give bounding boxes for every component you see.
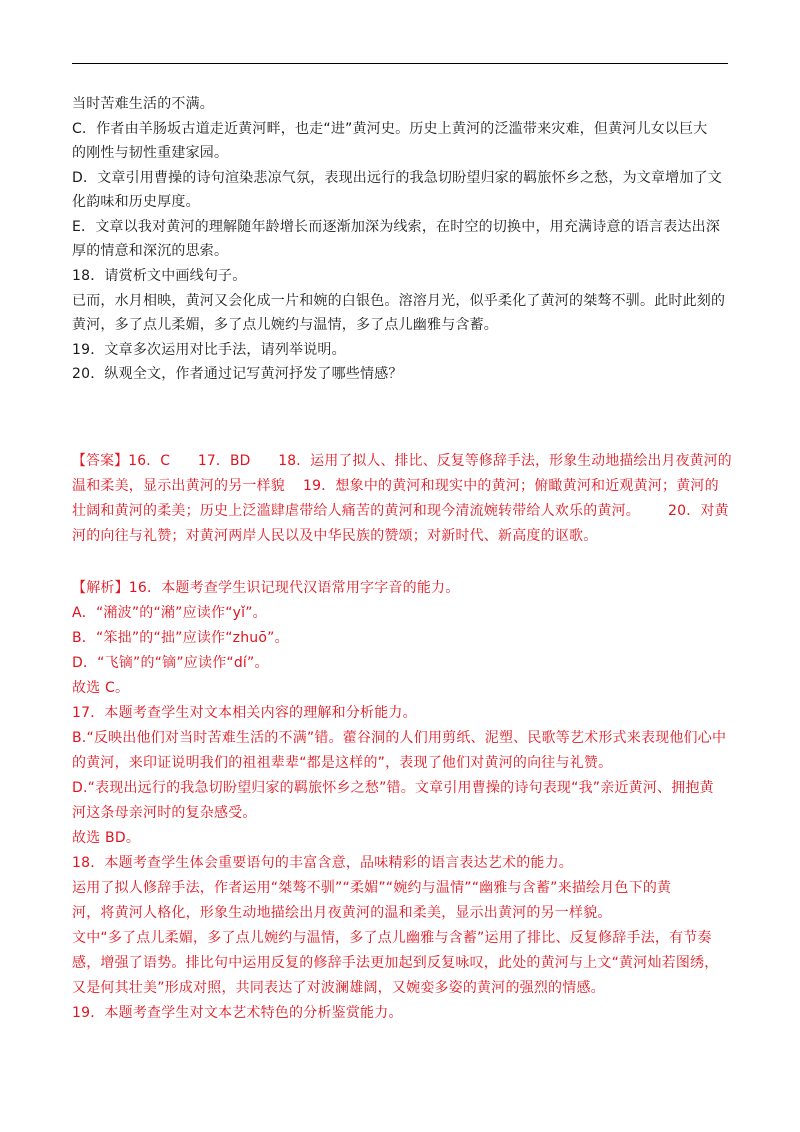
question-18: 18．请赏析文中画线句子。 [72, 268, 247, 284]
analysis-line: B．“笨拙”的“拙”应读作“zhuō”。 [72, 630, 289, 646]
analysis-line: 又是何其壮美”形成对照，共同表达了对波澜雄阔，又婉娈多姿的黄河的强烈的情感。 [72, 980, 605, 996]
analysis-16: 【解析】16．本题考查学生识记现代汉语常用字字音的能力。 [72, 580, 460, 596]
analysis-line: B.“反映出他们对当时苦难生活的不满”错。藿谷洞的人们用剪纸、泥塑、民歌等艺术形式来表现他们心中 [72, 730, 727, 746]
analysis-line: 运用了拟人修辞手法，作者运用“桀骜不驯”“柔媚”“婉约与温情”“幽雅与含蓄”来描绘月色下的黄 [72, 880, 672, 896]
answer-19: 19．想象中的黄河和现实中的黄河；俯瞰黄河和近观黄河；黄河的 [303, 478, 719, 494]
answer-17: 17．BD [197, 453, 251, 469]
option-c: C．作者由羊肠坂古道走近黄河畔，也走“进”黄河史。历史上黄河的泛滥带来灾难，但黄河儿女以巨大 [72, 121, 708, 137]
analysis-19: 19．本题考查学生对文本艺术特色的分析鉴赏能力。 [72, 1005, 403, 1021]
answer-20: 20．对黄 [668, 503, 729, 519]
quoted-passage: 已而，水月相映，黄河又会化成一片和婉的白银色。溶溶月光，似乎柔化了黄河的桀骜不驯。此时此刻的 [72, 293, 726, 309]
answer-18-cont: 温和柔美，显示出黄河的另一样貌 [72, 478, 285, 494]
text-line: 的刚性与韧性重建家园。 [72, 145, 229, 161]
answer-line [72, 501, 732, 521]
answer-line [72, 451, 732, 471]
analysis-line: 河这条母亲河时的复杂感受。 [72, 805, 257, 821]
analysis-18: 18．本题考查学生体会重要语句的丰富含意，品味精彩的语言表达艺术的能力。 [72, 855, 574, 871]
answer-label: 【答案】16．C [72, 453, 171, 469]
analysis-line: D．“飞镝”的“镝”应读作“dí”。 [72, 655, 269, 671]
analysis-line: A．“潲波”的“潲”应读作“yǐ”。 [72, 605, 267, 621]
option-e: E．文章以我对黄河的理解随年龄增长而逐渐加深为线索，在时空的切换中，用充满诗意的语言表达出深 [72, 219, 721, 235]
text-line: 厚的情意和深沉的思索。 [72, 243, 229, 259]
answer-line [72, 476, 732, 496]
analysis-line: 文中“多了点儿柔媚，多了点儿婉约与温情，多了点儿幽雅与含蓄”运用了排比、反复修辞手法，有节奏 [72, 930, 712, 946]
analysis-line: 的黄河，来印证说明我们的祖祖辈辈“都是这样的”，表现了他们对黄河的向往与礼赞。 [72, 755, 613, 771]
answer-18: 18．运用了拟人、排比、反复等修辞手法，形象生动地描绘出月夜黄河的 [278, 453, 732, 469]
header-rule [72, 63, 728, 64]
question-19: 19．文章多次运用对比手法，请列举说明。 [72, 342, 346, 358]
text-line: 当时苦难生活的不满。 [72, 96, 214, 112]
answer-19-cont: 壮阔和黄河的柔美；历史上泛滥肆虐带给人痛苦的黄河和现今清流婉转带给人欢乐的黄河。 [72, 503, 640, 519]
question-20: 20．纵观全文，作者通过记写黄河抒发了哪些情感？ [72, 366, 403, 382]
analysis-line: 感，增强了语势。排比句中运用反复的修辞手法更加起到反复咏叹，此处的黄河与上文“黄河灿若图绣， [72, 955, 719, 971]
option-d: D．文章引用曹操的诗句渲染悲凉气氛，表现出远行的我急切盼望归家的羁旅怀乡之愁，为文章增加了文 [72, 170, 722, 186]
analysis-line: 故选 BD。 [72, 830, 141, 846]
analysis-line: D.“表现出远行的我急切盼望归家的羁旅怀乡之愁”错。文章引用曹操的诗句表现“我”亲近黄河、拥抱黄 [72, 780, 714, 796]
analysis-line: 河，将黄河人格化，形象生动地描绘出月夜黄河的温和柔美，显示出黄河的另一样貌。 [72, 905, 612, 921]
text-line: 化韵味和历史厚度。 [72, 194, 200, 210]
answer-20-cont: 河的向往与礼赞；对黄河两岸人民以及中华民族的赞颂；对新时代、新高度的讴歌。 [72, 528, 598, 544]
analysis-line: 故选 C。 [72, 680, 130, 696]
analysis-17: 17．本题考查学生对文本相关内容的理解和分析能力。 [72, 705, 417, 721]
quoted-passage: 黄河，多了点儿柔媚，多了点儿婉约与温情，多了点儿幽雅与含蓄。 [72, 317, 498, 333]
